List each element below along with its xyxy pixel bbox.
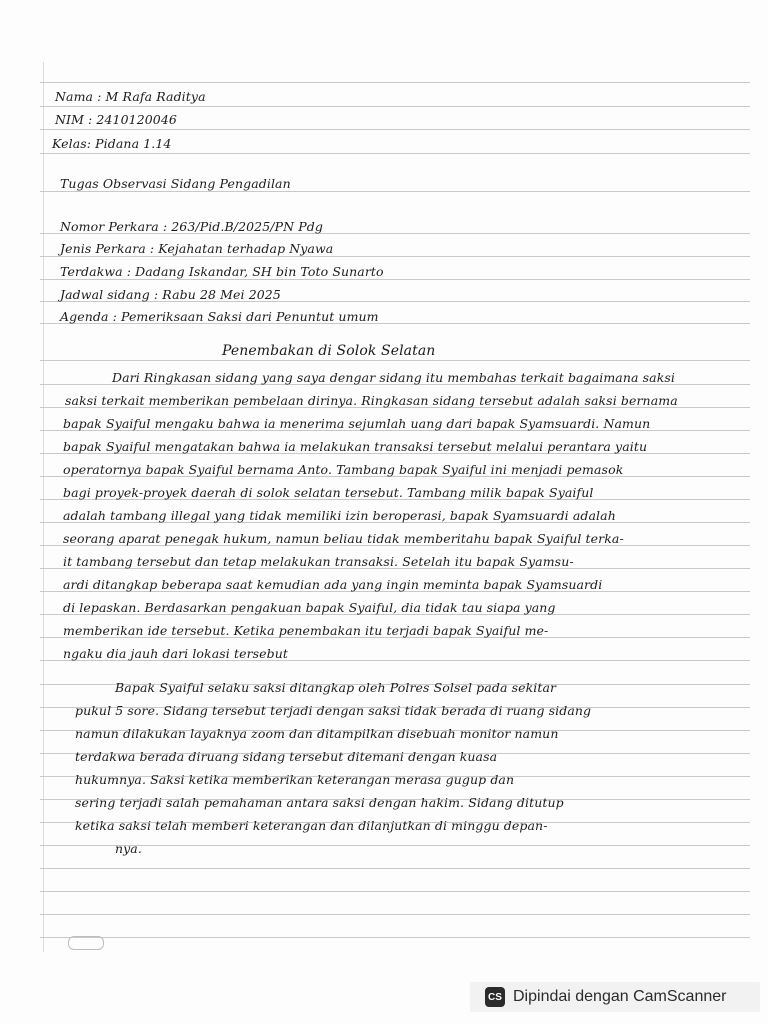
- essay-line: pukul 5 sore. Sidang tersebut terjadi dengan saksi tidak berada di ruang sidang: [75, 703, 592, 718]
- ruled-line: [40, 845, 750, 846]
- essay-line: it tambang tersebut dan tetap melakukan transaksi. Setelah itu bapak Syamsu-: [63, 554, 574, 569]
- essay-line: bapak Syaiful mengatakan bahwa ia melakukan transaksi tersebut melalui perantara yaitu: [63, 439, 648, 454]
- hearing-schedule: Jadwal sidang : Rabu 28 Mei 2025: [60, 287, 281, 302]
- ruled-line: [40, 914, 750, 915]
- essay-line: ardi ditangkap beberapa saat kemudian ada yang ingin meminta bapak Syamsuardi: [63, 577, 603, 592]
- case-type: Jenis Perkara : Kejahatan terhadap Nyawa: [60, 241, 334, 256]
- essay-line: bagi proyek-proyek daerah di solok selatan tersebut. Tambang milik bapak Syaiful: [63, 485, 594, 500]
- essay-line: saksi terkait memberikan pembelaan dirinya. Ringkasan sidang tersebut adalah saksi bernama: [65, 393, 678, 408]
- defendant: Terdakwa : Dadang Iskandar, SH bin Toto Sunarto: [60, 264, 384, 279]
- essay-line: hukumnya. Saksi ketika memberikan keterangan merasa gugup dan: [75, 772, 515, 787]
- essay-line: ngaku dia jauh dari lokasi tersebut: [63, 646, 289, 661]
- ruled-line: [40, 82, 750, 83]
- essay-line: di lepaskan. Berdasarkan pengakuan bapak Syaiful, dia tidak tau siapa yang: [63, 600, 556, 615]
- ruled-line: [40, 868, 750, 869]
- hearing-agenda: Agenda : Pemeriksaan Saksi dari Penuntut umum: [60, 309, 379, 324]
- page-margin-line: [43, 62, 44, 952]
- page-stamp-mark: [68, 936, 104, 950]
- ruled-line: [40, 937, 750, 938]
- ruled-line: [40, 360, 750, 361]
- essay-title: Penembakan di Solok Selatan: [222, 343, 436, 359]
- essay-line: operatornya bapak Syaiful bernama Anto. Tambang bapak Syaiful ini menjadi pemasok: [63, 462, 624, 477]
- ruled-line: [40, 129, 750, 130]
- ruled-line: [40, 279, 750, 280]
- essay-line: adalah tambang illegal yang tidak memiliki izin beroperasi, bapak Syamsuardi adalah: [63, 508, 616, 523]
- essay-line: seorang aparat penegak hukum, namun beliau tidak memberitahu bapak Syaiful terka-: [63, 531, 624, 546]
- ruled-line: [40, 191, 750, 192]
- camscanner-label: Dipindai dengan CamScanner: [513, 988, 727, 1005]
- essay-line: ketika saksi telah memberi keterangan dan dilanjutkan di minggu depan-: [75, 818, 548, 833]
- ruled-line: [40, 891, 750, 892]
- student-nim: NIM : 2410120046: [55, 112, 177, 127]
- ruled-line: [40, 256, 750, 257]
- essay-line: nya.: [115, 841, 142, 856]
- essay-line: terdakwa berada diruang sidang tersebut ditemani dengan kuasa: [75, 749, 498, 764]
- essay-line: bapak Syaiful mengaku bahwa ia menerima sejumlah uang dari bapak Syamsuardi. Namun: [63, 416, 651, 431]
- essay-line: Bapak Syaiful selaku saksi ditangkap oleh Polres Solsel pada sekitar: [115, 680, 557, 695]
- case-number: Nomor Perkara : 263/Pid.B/2025/PN Pdg: [60, 219, 323, 234]
- camscanner-logo-icon: CS: [485, 987, 505, 1007]
- student-class: Kelas: Pidana 1.14: [52, 136, 172, 151]
- ruled-line: [40, 106, 750, 107]
- essay-line: sering terjadi salah pemahaman antara saksi dengan hakim. Sidang ditutup: [75, 795, 564, 810]
- student-name: Nama : M Rafa Raditya: [55, 89, 206, 104]
- camscanner-banner: [470, 982, 760, 1012]
- essay-line: namun dilakukan layaknya zoom dan ditampilkan disebuah monitor namun: [75, 726, 559, 741]
- ruled-line: [40, 153, 750, 154]
- essay-line: memberikan ide tersebut. Ketika penembakan itu terjadi bapak Syaiful me-: [63, 623, 549, 638]
- assignment-title: Tugas Observasi Sidang Pengadilan: [60, 176, 291, 191]
- essay-line: Dari Ringkasan sidang yang saya dengar sidang itu membahas terkait bagaimana saksi: [112, 370, 675, 385]
